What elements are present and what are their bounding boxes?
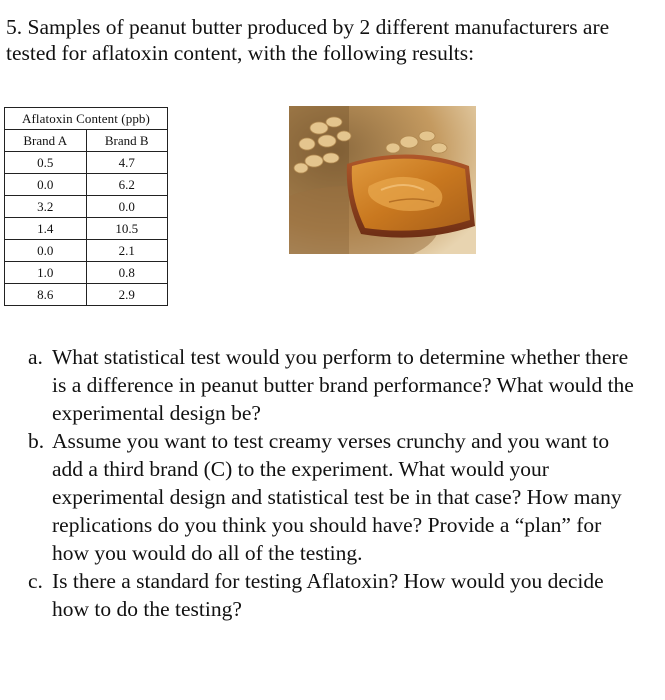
question-text: What statistical test would you perform to determine whether there is a difference in peanut butter brand performance? What would the experimental design be?	[52, 345, 634, 425]
problem-intro: 5. Samples of peanut butter produced by 2 different manufacturers are tested for aflatoxin content, with the following results:	[6, 15, 610, 65]
question-item	[28, 567, 640, 623]
table-cell: 3.2	[5, 196, 87, 218]
question-marker: b.	[28, 429, 45, 453]
table-cell: 0.5	[5, 152, 87, 174]
table-cell: 0.0	[5, 240, 87, 262]
table-cell: 6.2	[86, 174, 168, 196]
question-text: Assume you want to test creamy verses crunchy and you want to add a third brand (C) to the experiment. What would your experimental design and statistical test be in that case? How many replications do you think you should have? Provide a “plan” for how you would do all of the testing.	[52, 429, 622, 565]
table-row	[5, 196, 168, 218]
table-cell: 0.0	[86, 196, 168, 218]
table-cell: 0.0	[5, 174, 87, 196]
aflatoxin-table	[4, 107, 168, 306]
table-cell: 1.4	[5, 218, 87, 240]
table-row	[5, 240, 168, 262]
question-item	[28, 343, 640, 427]
table-cell: 0.8	[86, 262, 168, 284]
question-item	[28, 427, 640, 567]
table-cell: 1.0	[5, 262, 87, 284]
question-list	[28, 343, 640, 623]
table-row	[5, 262, 168, 284]
table-row	[5, 284, 168, 306]
question-marker: c.	[28, 569, 43, 593]
column-header-brand-b: Brand B	[86, 130, 168, 152]
table-row	[5, 218, 168, 240]
table-row	[5, 152, 168, 174]
question-text: Is there a standard for testing Aflatoxin? How would you decide how to do the testing?	[52, 569, 604, 621]
table-title: Aflatoxin Content (ppb)	[5, 108, 168, 130]
table-cell: 8.6	[5, 284, 87, 306]
table-cell: 4.7	[86, 152, 168, 174]
column-header-brand-a: Brand A	[5, 130, 87, 152]
question-marker: a.	[28, 345, 43, 369]
table-cell: 2.9	[86, 284, 168, 306]
peanut-butter-toast-image	[289, 106, 476, 254]
table-cell: 10.5	[86, 218, 168, 240]
table-cell: 2.1	[86, 240, 168, 262]
table-row	[5, 174, 168, 196]
